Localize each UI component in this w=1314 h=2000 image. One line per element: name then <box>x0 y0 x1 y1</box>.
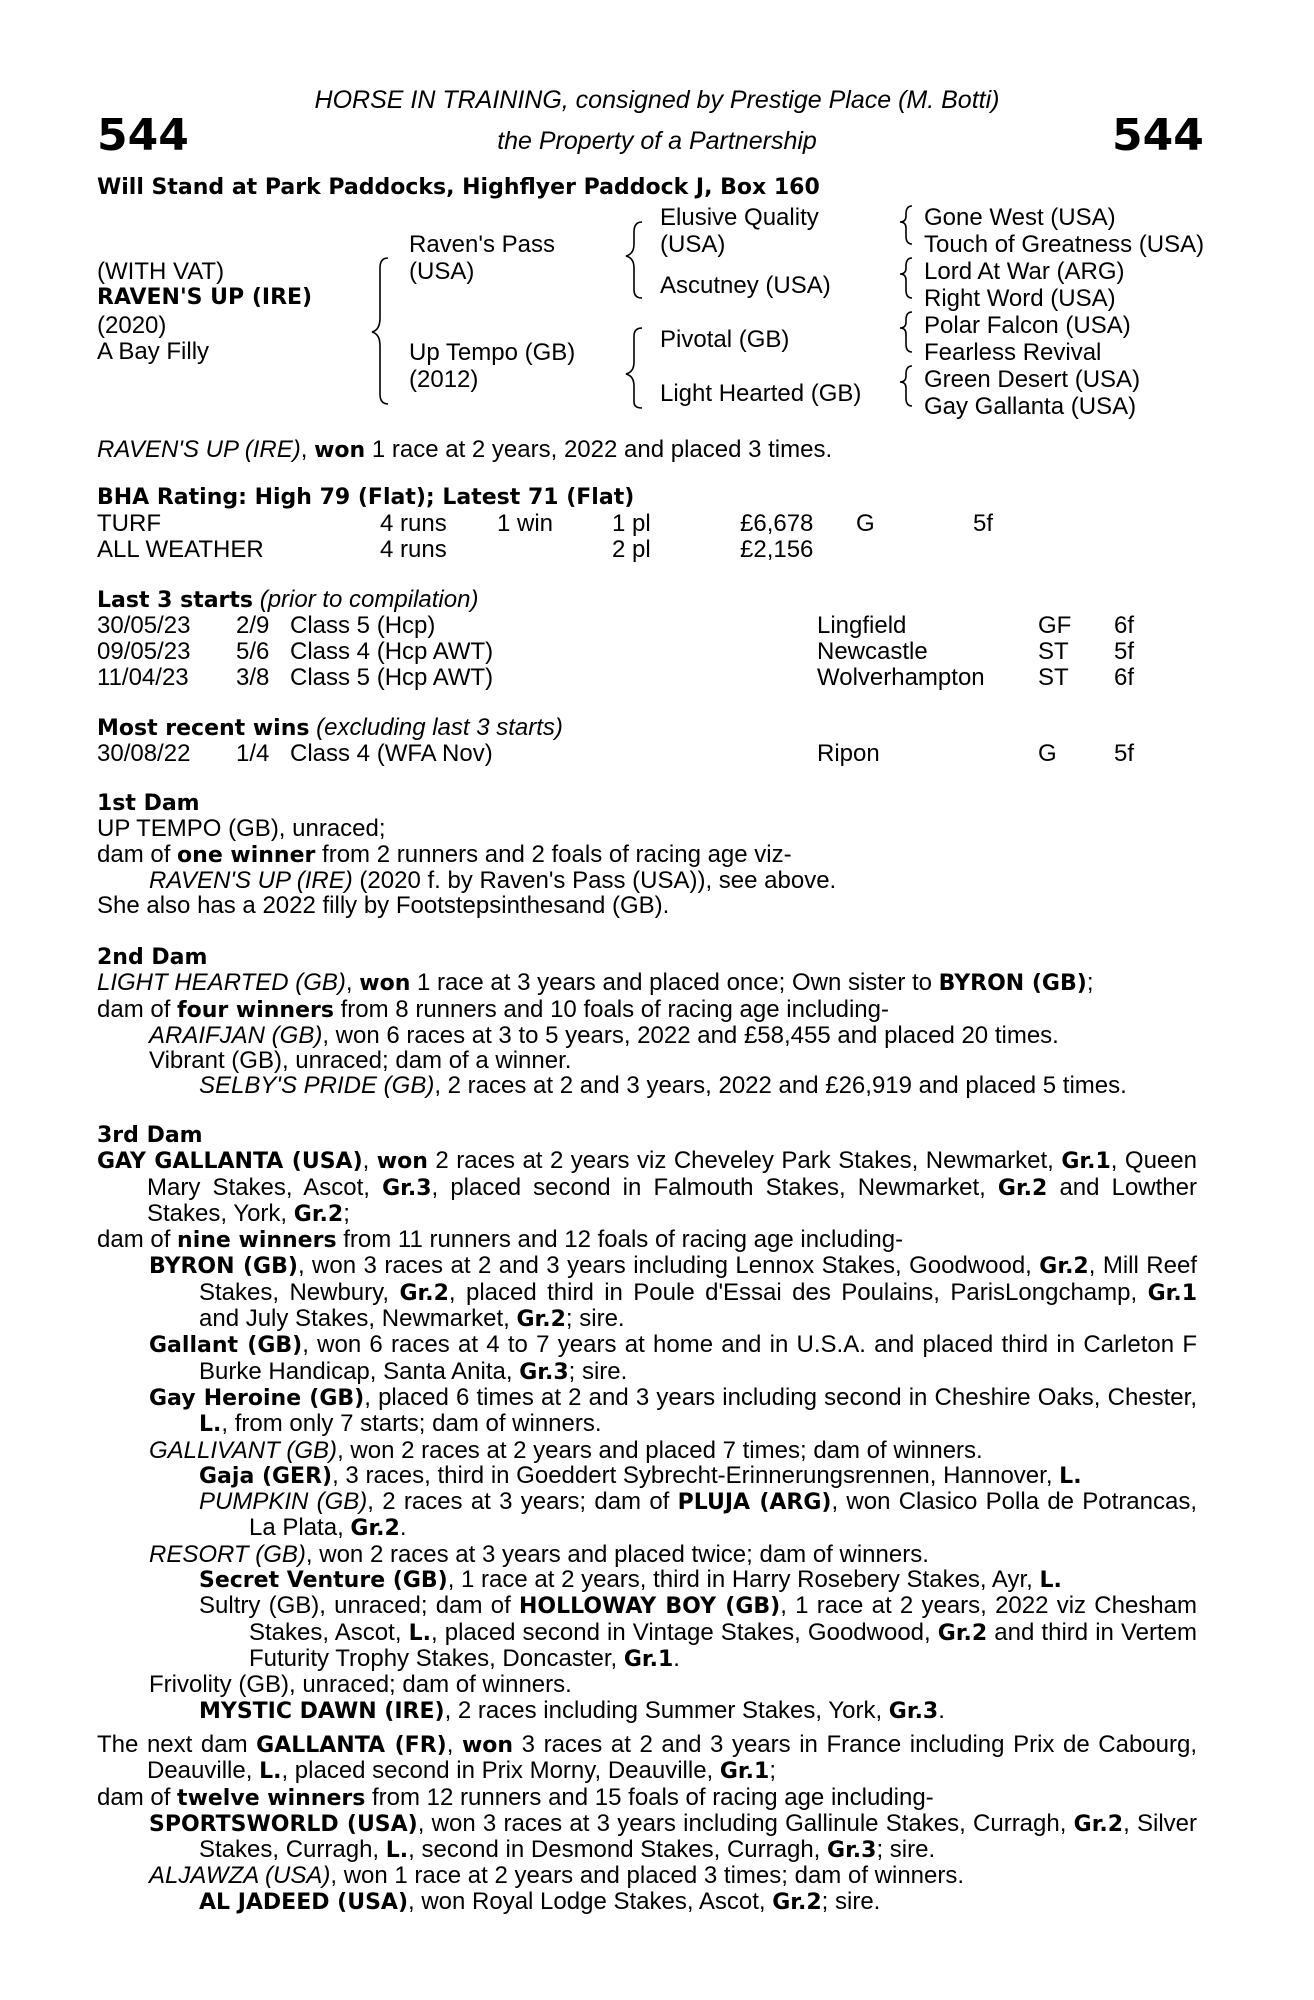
second-dam-title: 2nd Dam <box>97 945 208 970</box>
start-course: Newcastle <box>817 638 928 665</box>
win-going: G <box>1038 740 1057 767</box>
gp-sds: Lord At War (ARG) <box>924 258 1125 285</box>
start-date: 09/05/23 <box>97 638 191 665</box>
third-dam-foal: Frivolity (GB), unraced; dam of winners. <box>149 1671 572 1699</box>
first-dam-line: UP TEMPO (GB), unraced; <box>97 815 386 843</box>
start-position: 2/9 <box>236 612 270 639</box>
start-position: 3/8 <box>236 664 270 691</box>
summary-horse: RAVEN'S UP (IRE) <box>97 436 301 463</box>
dam-sire: Pivotal (GB) <box>660 326 790 353</box>
next-dam-produce-line: dam of twelve winners from 12 runners and 15 foals of racing age including- <box>97 1783 934 1811</box>
third-dam-grandfoal: Sultry (GB), unraced; dam of HOLLOWAY BOY (GB), 1 race at 2 years, 2022 viz Chesham Stakes, Ascot, L., placed second in Vintage Stakes, Goodwood, Gr.2 and third in Vertem Futurity Trophy Stakes, Doncaster, Gr.1. <box>199 1592 1197 1672</box>
summary-rest: 1 race at 2 years, 2022 and placed 3 times. <box>365 436 833 463</box>
third-dam-produce-line: dam of nine winners from 11 runners and 12 foals of racing age including- <box>97 1226 904 1254</box>
start-race: Class 5 (Hcp) <box>290 612 436 639</box>
gp-sdd: Right Word (USA) <box>924 285 1116 312</box>
win-course: Ripon <box>817 740 880 767</box>
rating-runs: 4 runs <box>380 510 447 537</box>
horse-name: RAVEN'S UP (IRE) <box>97 285 313 310</box>
third-dam-foal: BYRON (GB), won 3 races at 2 and 3 years including Lennox Stakes, Goodwood, Gr.2, Mill Reef Stakes, Newbury, Gr.2, placed third in Poule d'Essai des Poulains, ParisLongchamp, Gr.1 and July Stakes, Newmarket, Gr.2; sire. <box>149 1252 1197 1333</box>
third-dam-grandfoal: Gaja (GER), 3 races, third in Goeddert Sybrecht-Erinnerungsrennen, Hannover, L. <box>199 1461 1082 1489</box>
third-dam-foal: Gallant (GB), won 6 races at 4 to 7 years at home and in U.S.A. and placed third in Carleton F Burke Handicap, Santa Anita, Gr.3; sire. <box>149 1331 1197 1385</box>
start-date: 30/05/23 <box>97 612 191 639</box>
third-dam-grandfoal: MYSTIC DAWN (IRE), 2 races including Summer Stakes, York, Gr.3. <box>199 1696 945 1724</box>
third-dam-grandfoal: Secret Venture (GB), 1 race at 2 years, third in Harry Rosebery Stakes, Ayr, L. <box>199 1566 1062 1594</box>
rating-title: BHA Rating: High 79 (Flat); Latest 71 (Flat) <box>97 485 635 510</box>
race-summary: RAVEN'S UP (IRE), won 1 race at 2 years, 2022 and placed 3 times. <box>97 436 833 463</box>
start-race: Class 4 (Hcp AWT) <box>290 638 494 665</box>
start-distance: 5f <box>1114 638 1135 665</box>
rating-going: G <box>856 510 875 537</box>
next-dam-grandfoal: AL JADEED (USA), won Royal Lodge Stakes, Ascot, Gr.2; sire. <box>199 1887 881 1915</box>
summary-won: won <box>314 438 366 463</box>
next-dam-foal: ALJAWZA (USA), won 1 race at 2 years and placed 3 times; dam of winners. <box>149 1862 965 1890</box>
dam-year: (2012) <box>409 366 479 393</box>
gp-dds: Green Desert (USA) <box>924 366 1141 393</box>
win-distance: 5f <box>1114 740 1135 767</box>
third-dam-foal: RESORT (GB), won 2 races at 3 years and placed twice; dam of winners. <box>149 1540 929 1568</box>
start-going: ST <box>1038 664 1069 691</box>
vat-label: (WITH VAT) <box>97 258 225 285</box>
dam-dam: Light Hearted (GB) <box>660 380 862 407</box>
last-starts-title: Last 3 starts <box>97 588 254 613</box>
recent-wins-title: Most recent wins <box>97 716 310 741</box>
rating-placed: 2 pl <box>612 536 651 563</box>
gp-ddd: Gay Gallanta (USA) <box>924 393 1137 420</box>
second-dam-grandfoal: SELBY'S PRIDE (GB), 2 races at 2 and 3 years, 2022 and £26,919 and placed 5 times. <box>199 1072 1127 1100</box>
third-dam-grandfoal: PUMPKIN (GB), 2 races at 3 years; dam of PLUJA (ARG), won Clasico Polla de Potrancas, La Plata, Gr.2. <box>199 1488 1198 1542</box>
start-going: GF <box>1038 612 1072 639</box>
rating-placed: 1 pl <box>612 510 651 537</box>
next-dam-section <box>97 1732 1197 1915</box>
property-line: the Property of a Partnership <box>497 127 817 155</box>
sire-sire-country: (USA) <box>660 231 726 258</box>
third-dam-foal: GALLIVANT (GB), won 2 races at 2 years and placed 7 times; dam of winners. <box>149 1436 983 1464</box>
rating-prize: £2,156 <box>740 536 814 563</box>
gp-ssd: Touch of Greatness (USA) <box>924 231 1205 258</box>
start-race: Class 5 (Hcp AWT) <box>290 664 494 691</box>
dam-name: Up Tempo (GB) <box>409 339 576 366</box>
second-dam-line: LIGHT HEARTED (GB), won 1 race at 3 years and placed once; Own sister to BYRON (GB); <box>97 969 1094 997</box>
first-dam-title: 1st Dam <box>97 791 200 816</box>
rating-prize: £6,678 <box>740 510 814 537</box>
third-dam-foal: Gay Heroine (GB), placed 6 times at 2 and 3 years including second in Cheshire Oaks, Chester, L., from only 7 starts; dam of winners. <box>149 1383 1197 1438</box>
rating-surface: ALL WEATHER <box>97 536 264 563</box>
gp-dss: Polar Falcon (USA) <box>924 312 1131 339</box>
consignor-line: HORSE IN TRAINING, consigned by Prestige Place (M. Botti) <box>314 86 1000 114</box>
second-dam-produce-line: dam of four winners from 8 runners and 10 foals of racing age including- <box>97 995 889 1023</box>
first-dam-produce-line: dam of one winner from 2 runners and 2 foals of racing age viz- <box>97 840 792 868</box>
rating-wins: 1 win <box>497 510 554 537</box>
location-line: Will Stand at Park Paddocks, Highflyer Paddock J, Box 160 <box>97 175 820 200</box>
second-dam-foal: Vibrant (GB), unraced; dam of a winner. <box>149 1047 572 1075</box>
rating-runs: 4 runs <box>380 536 447 563</box>
start-course: Lingfield <box>817 612 907 639</box>
start-going: ST <box>1038 638 1069 665</box>
horse-description: A Bay Filly <box>97 338 210 365</box>
last-starts-heading <box>97 586 478 614</box>
sire-country: (USA) <box>409 258 475 285</box>
horse-year: (2020) <box>97 312 167 339</box>
first-dam-foal: RAVEN'S UP (IRE) (2020 f. by Raven's Pass (USA)), see above. <box>149 866 837 894</box>
second-dam-foal: ARAIFJAN (GB), won 6 races at 3 to 5 years, 2022 and £58,455 and placed 20 times. <box>149 1021 1059 1049</box>
first-dam-note: She also has a 2022 filly by Footstepsinthesand (GB). <box>97 892 670 920</box>
sire-name: Raven's Pass <box>409 231 555 258</box>
next-dam-line: The next dam GALLANTA (FR), won 3 races at 2 and 3 years in France including Prix de Cabourg, Deauville, L., placed second in Prix Morny, Deauville, Gr.1; <box>97 1731 1197 1785</box>
rating-distance: 5f <box>973 510 994 537</box>
second-dam-section <box>97 945 1197 1099</box>
third-dam-title: 3rd Dam <box>97 1123 203 1148</box>
lot-number-left: 544 <box>97 110 189 161</box>
gp-dsd: Fearless Revival <box>924 339 1102 366</box>
last-starts-note: (prior to compilation) <box>253 586 479 613</box>
win-race: Class 4 (WFA Nov) <box>290 740 493 767</box>
recent-wins-heading <box>97 714 563 742</box>
start-date: 11/04/23 <box>97 664 189 691</box>
rating-surface: TURF <box>97 510 161 537</box>
sire-dam: Ascutney (USA) <box>660 272 831 299</box>
first-dam-section <box>97 791 1197 918</box>
third-dam-section <box>97 1123 1197 1724</box>
start-distance: 6f <box>1114 664 1135 691</box>
recent-wins-note: (excluding last 3 starts) <box>309 714 563 741</box>
third-dam-line: GAY GALLANTA (USA), won 2 races at 2 years viz Cheveley Park Stakes, Newmarket, Gr.1, Queen Mary Stakes, Ascot, Gr.3, placed second in Falmouth Stakes, Newmarket, Gr.2 and Lowther Stakes, York, Gr.2; <box>97 1147 1197 1227</box>
start-distance: 6f <box>1114 612 1135 639</box>
gp-sss: Gone West (USA) <box>924 204 1116 231</box>
sire-sire: Elusive Quality <box>660 204 819 231</box>
lot-number-right: 544 <box>1112 110 1204 161</box>
win-date: 30/08/22 <box>97 740 191 767</box>
start-position: 5/6 <box>236 638 270 665</box>
win-position: 1/4 <box>236 740 270 767</box>
start-course: Wolverhampton <box>817 664 985 691</box>
next-dam-foal: SPORTSWORLD (USA), won 3 races at 3 years including Gallinule Stakes, Curragh, Gr.2, Silver Stakes, Curragh, L., second in Desmond Stakes, Curragh, Gr.3; sire. <box>149 1809 1197 1864</box>
